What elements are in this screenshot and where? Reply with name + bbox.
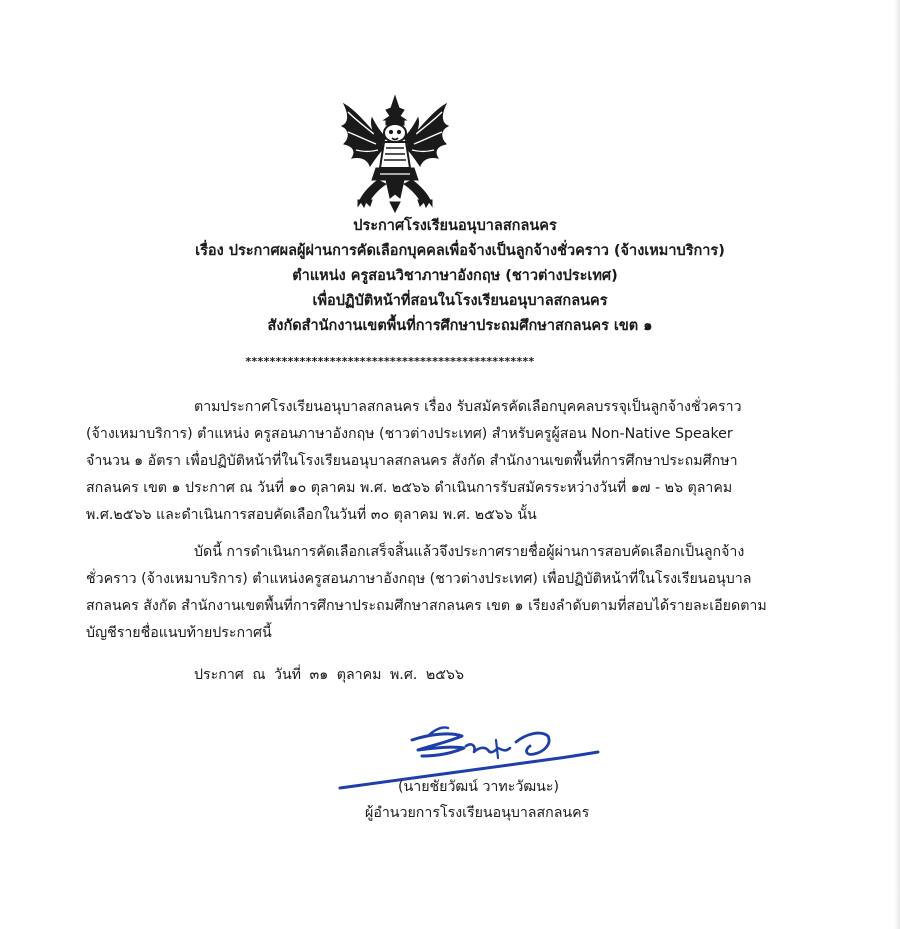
body-paragraph-1 [86,394,820,529]
header-subject: เรื่อง ประกาศผลผู้ผ่านการคัดเลือกบุคคลเพื่อจ้างเป็นลูกจ้างชั่วคราว (จ้างเหมาบริการ) [195,243,725,259]
document-header [0,214,900,339]
header-duty: เพื่อปฏิบัติหน้าที่สอนในโรงเรียนอนุบาลสกลนคร [312,293,608,309]
header-separator: ************************************************ [245,355,535,368]
signer-name: (นายชัยวัฒน์ วาทะวัฒนะ) [398,779,559,795]
paragraph-line: สกลนคร เขต ๑ ประกาศ ณ วันที่ ๑๐ ตุลาคม พ.ศ. ๒๕๖๖ ดำเนินการรับสมัครระหว่างวันที่ ๑๗ - ๒๖ ตุลาคม [86,480,733,496]
body-paragraph-2 [86,539,820,647]
header-position: ตำแหน่ง ครูสอนวิชาภาษาอังกฤษ (ชาวต่างประเทศ) [292,268,618,284]
header-affiliation: สังกัดสำนักงานเขตพื้นที่การศึกษาประถมศึกษาสกลนคร เขต ๑ [267,318,653,334]
header-title: ประกาศโรงเรียนอนุบาลสกลนคร [353,218,557,234]
paragraph-line: บัญชีรายชื่อแนบท้ายประกาศนี้ [86,625,272,641]
paragraph-line: พ.ศ.๒๕๖๖ และดำเนินการสอบคัดเลือกในวันที่ ๓๐ ตุลาคม พ.ศ. ๒๕๖๖ นั้น [86,507,537,523]
garuda-emblem-icon [320,90,470,220]
paragraph-line: สกลนคร สังกัด สำนักงานเขตพื้นที่การศึกษาประถมศึกษาสกลนคร เขต ๑ เรียงลำดับตามที่สอบได้รายละเอียดตาม [86,598,767,614]
paragraph-line: (จ้างเหมาบริการ) ตำแหน่ง ครูสอนภาษาอังกฤษ (ชาวต่างประเทศ) สำหรับครูผู้สอน Non-Native Speaker [86,426,733,442]
page-edge-shadow [894,0,900,929]
signer-title: ผู้อำนวยการโรงเรียนอนุบาลสกลนคร [365,805,590,821]
announcement-date: ประกาศ ณ วันที่ ๓๑ ตุลาคม พ.ศ. ๒๕๖๖ [194,667,464,683]
paragraph-line: บัดนี้ การดำเนินการคัดเลือกเสร็จสิ้นแล้วจึงประกาศรายชื่อผู้ผ่านการสอบคัดเลือกเป็นลูกจ้าง [194,544,745,560]
paragraph-line: ตามประกาศโรงเรียนอนุบาลสกลนคร เรื่อง รับสมัครคัดเลือกบุคคลบรรจุเป็นลูกจ้างชั่วคราว [194,399,742,415]
paragraph-line: ชั่วคราว (จ้างเหมาบริการ) ตำแหน่งครูสอนภาษาอังกฤษ (ชาวต่างประเทศ) เพื่อปฏิบัติหน้าที่ในโรงเรียนอนุบาล [86,571,752,587]
paragraph-line: จำนวน ๑ อัตรา เพื่อปฏิบัติหน้าที่ในโรงเรียนอนุบาลสกลนคร สังกัด สำนักงานเขตพื้นที่การศึกษาประถมศึกษา [86,453,738,469]
